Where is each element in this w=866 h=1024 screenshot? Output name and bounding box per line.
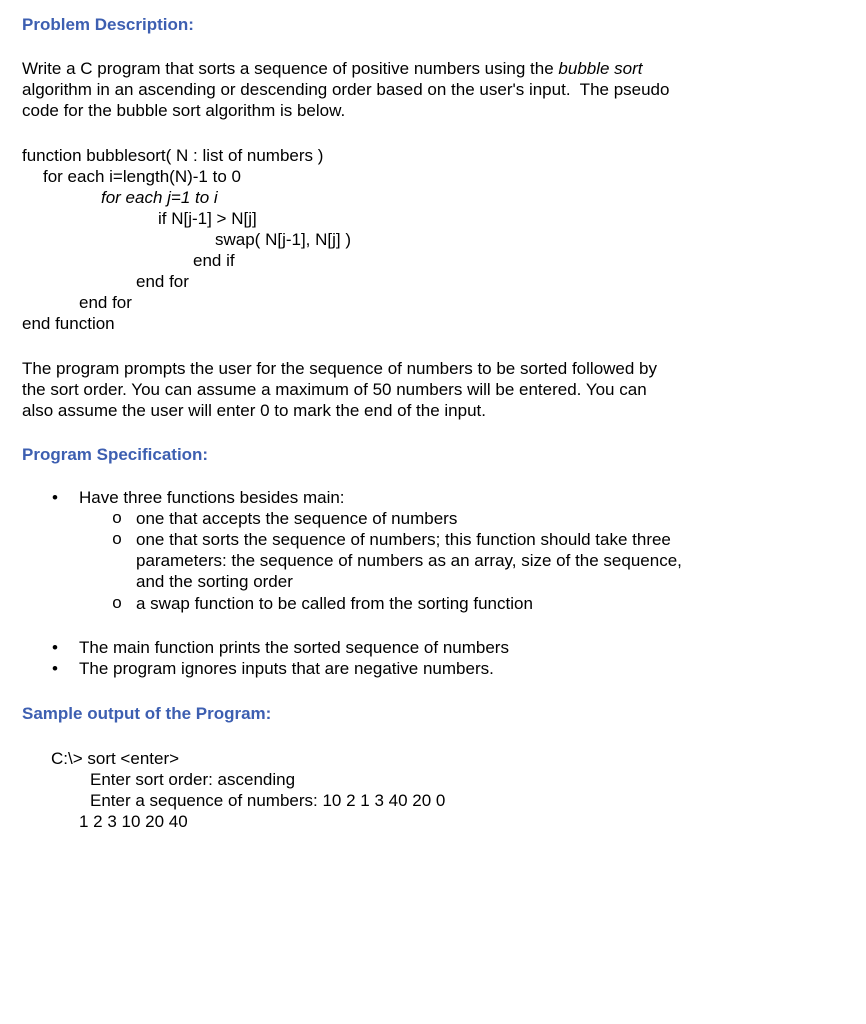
intro-line-3: code for the bubble sort algorithm is below. <box>22 101 346 120</box>
bullet-glyph: • <box>52 488 58 507</box>
pseudocode-line: end for <box>79 293 132 312</box>
description-line-3: also assume the user will enter 0 to mark the end of the input. <box>22 401 486 420</box>
pseudocode-line: end for <box>136 272 189 291</box>
bullet-glyph: • <box>52 659 58 678</box>
spec-bullet-3: The program ignores inputs that are negative numbers. <box>79 659 494 678</box>
pseudocode-line: for each j=1 to i <box>101 188 218 207</box>
spec-sub-2-line-3: and the sorting order <box>136 572 293 591</box>
spec-sub-3: a swap function to be called from the sorting function <box>136 594 533 613</box>
pseudocode-line: end function <box>22 314 115 333</box>
pseudocode-line: function bubblesort( N : list of numbers ) <box>22 146 324 165</box>
sub-bullet-glyph: o <box>112 529 122 548</box>
pseudocode-line: end if <box>193 251 235 270</box>
spec-bullet-2: The main function prints the sorted sequence of numbers <box>79 638 509 657</box>
sample-line: C:\> sort <enter> <box>51 749 180 768</box>
pseudocode-line: for each i=length(N)-1 to 0 <box>43 167 241 186</box>
sample-line: 1 2 3 10 20 40 <box>79 812 188 831</box>
program-specification-heading: Program Specification: <box>22 445 209 464</box>
spec-sub-2-line-2: parameters: the sequence of numbers as an array, size of the sequence, <box>136 551 682 570</box>
spec-sub-1: one that accepts the sequence of numbers <box>136 509 458 528</box>
sample-output-heading: Sample output of the Program: <box>22 704 272 723</box>
sample-line: Enter sort order: ascending <box>90 770 296 789</box>
description-line-2: the sort order. You can assume a maximum of 50 numbers will be entered. You can <box>22 380 647 399</box>
bullet-glyph: • <box>52 638 58 657</box>
intro-line-2: algorithm in an ascending or descending order based on the user's input. The pseudo <box>22 80 670 99</box>
intro-text: Write a C program that sorts a sequence of positive numbers using the <box>22 59 559 78</box>
spec-sub-2-line-1: one that sorts the sequence of numbers; this function should take three <box>136 530 671 549</box>
sub-bullet-glyph: o <box>112 508 122 527</box>
intro-italic-term: bubble sort <box>558 59 643 78</box>
description-line-1: The program prompts the user for the sequence of numbers to be sorted followed by <box>22 359 658 378</box>
sample-line: Enter a sequence of numbers: 10 2 1 3 40 20 0 <box>90 791 446 810</box>
problem-description-heading: Problem Description: <box>22 15 194 34</box>
intro-line-1 <box>22 58 643 79</box>
pseudocode-line: swap( N[j-1], N[j] ) <box>215 230 352 249</box>
pseudocode-line: if N[j-1] > N[j] <box>158 209 257 228</box>
spec-bullet-1: Have three functions besides main: <box>79 488 345 507</box>
sub-bullet-glyph: o <box>112 593 122 612</box>
